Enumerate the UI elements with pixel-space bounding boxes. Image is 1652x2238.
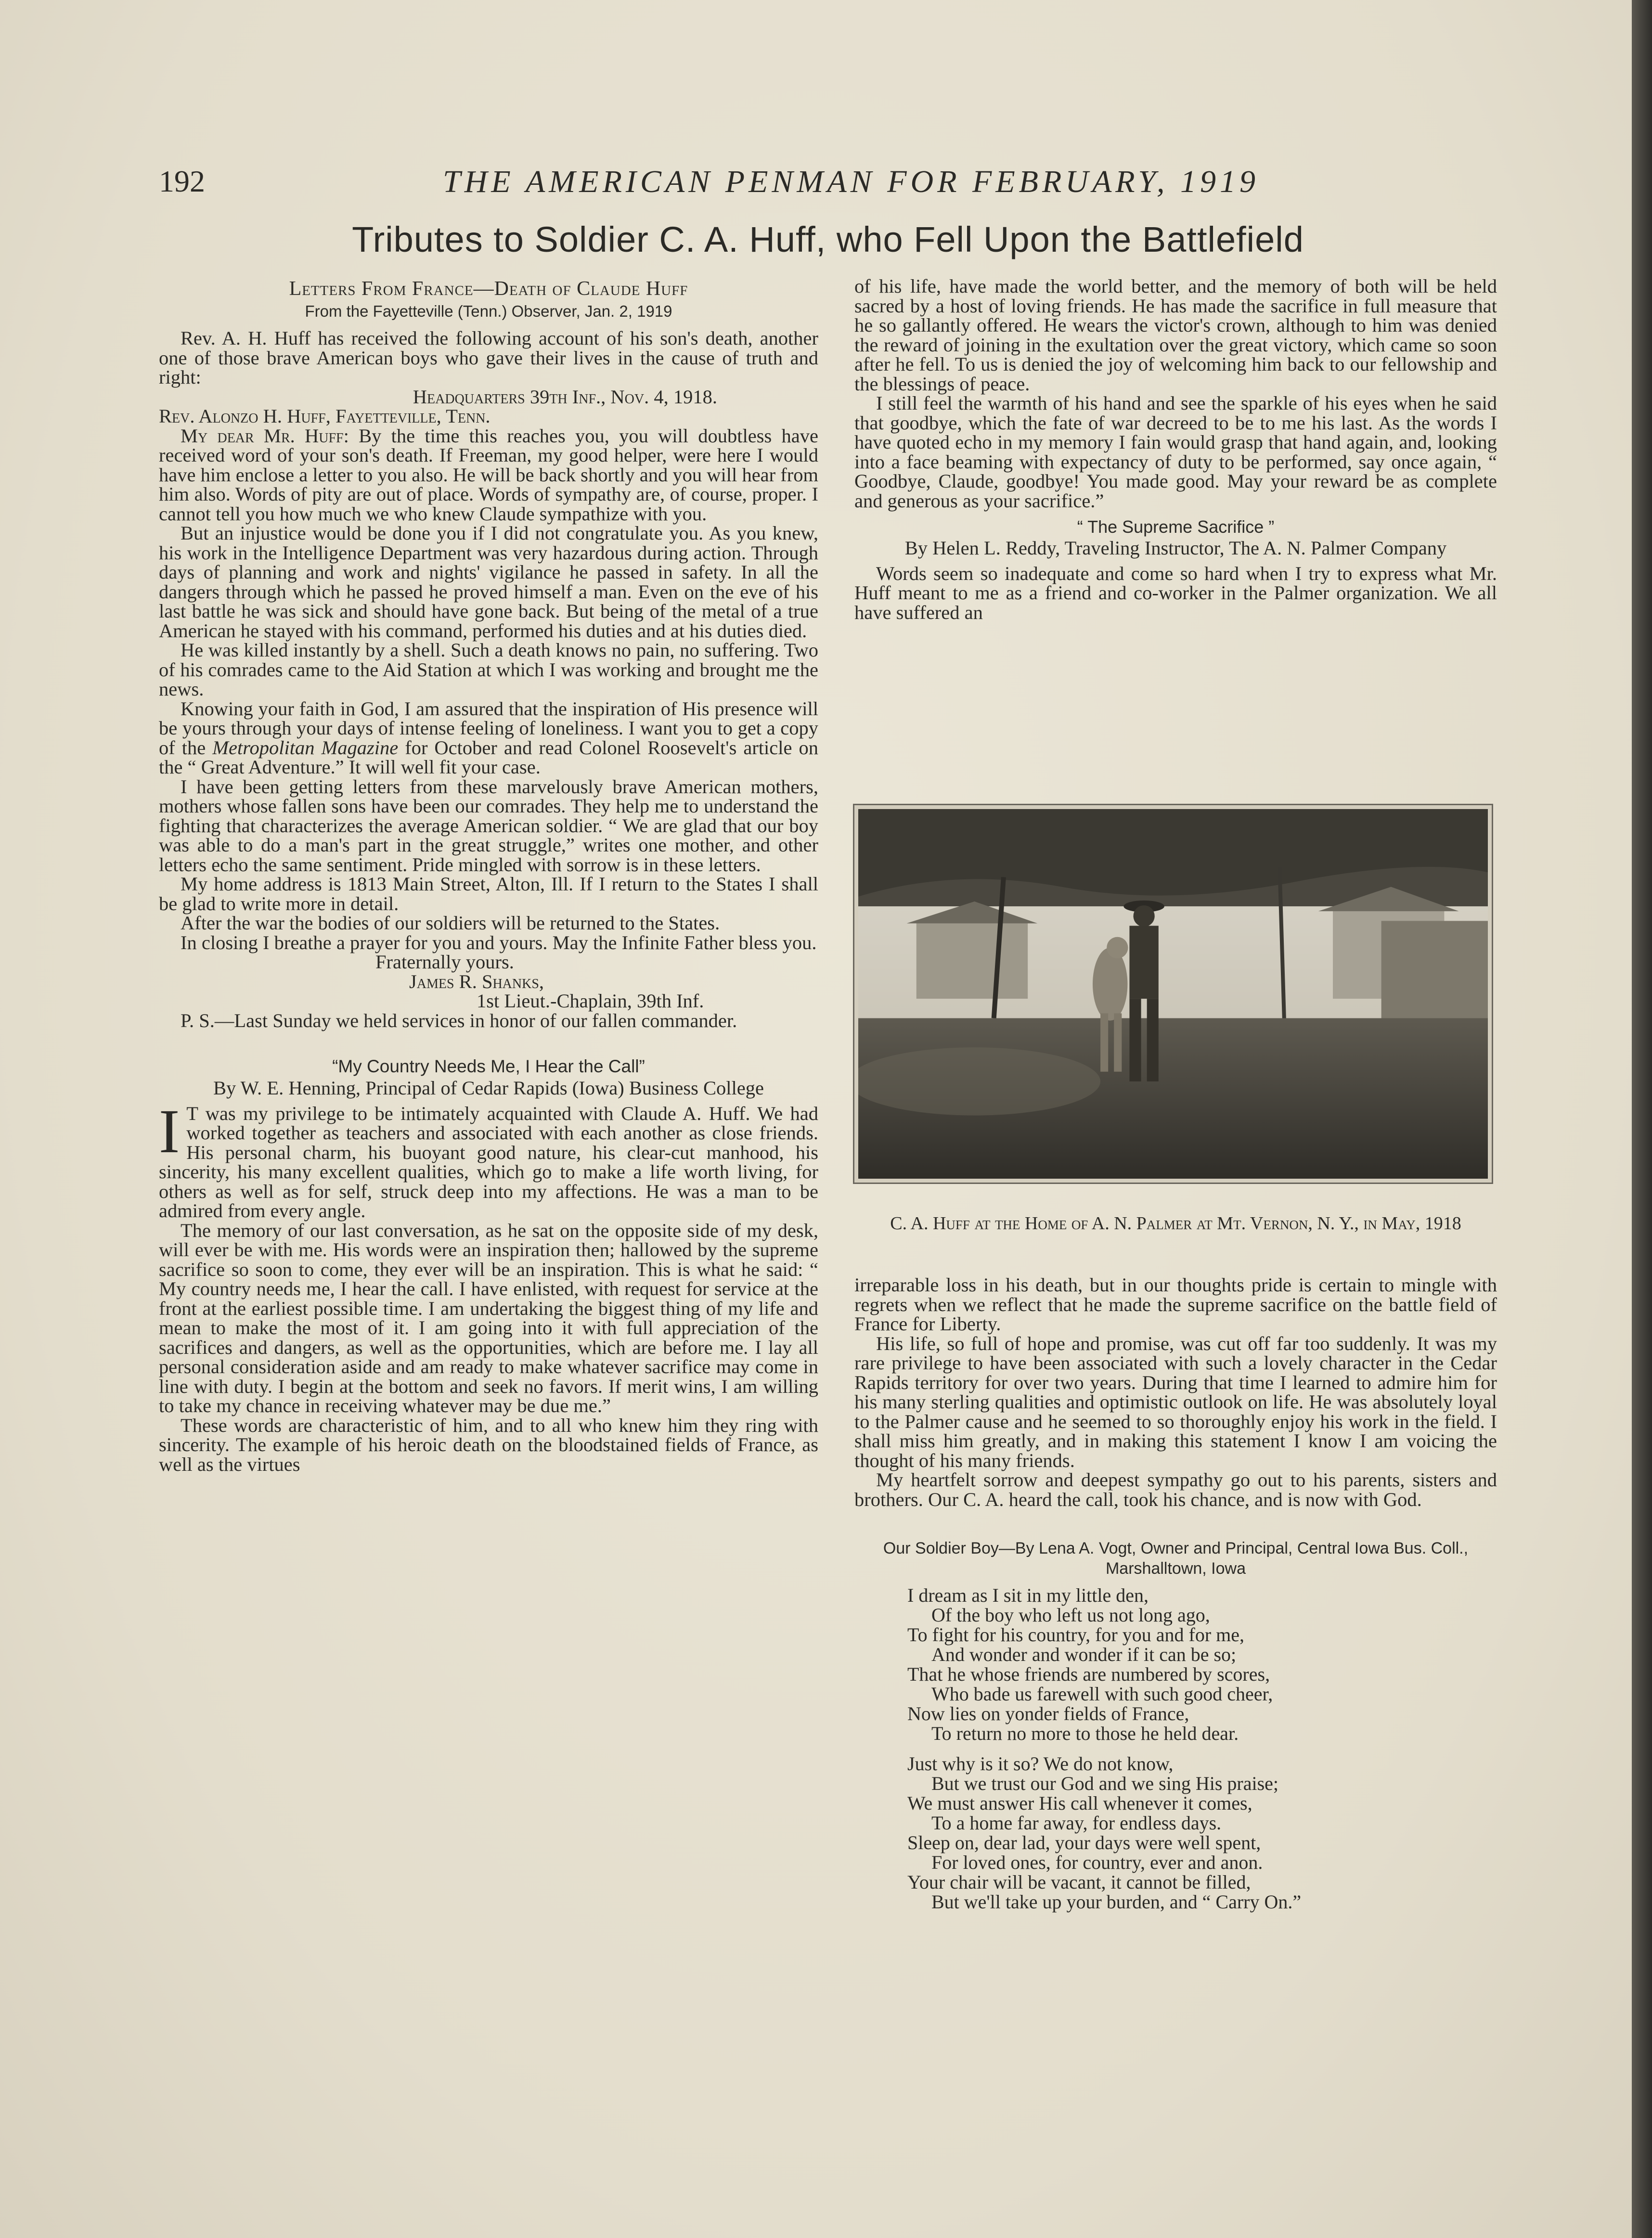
soldier-photograph [853,804,1493,1184]
letter-paragraph-4-start: Knowing your faith in God, I am assured that the inspiration of His presence will be yours through your days of intense feeling of loneliness. I want you to get a copy of the [159,697,818,759]
letter-closing: Fraternally yours. [375,951,514,973]
magazine-title: Metropolitan Magazine [212,736,399,759]
poem-stanza-2 [907,1754,1497,1912]
letter-source: From the Fayetteville (Tenn.) Observer, Jan. 2, 1919 [305,302,672,320]
letter-postscript: P. S.—Last Sunday we held services in honor of our fallen commander. [181,1009,737,1031]
poem-line: Of the boy who left us not long ago, [931,1604,1210,1626]
poem [854,1585,1497,1912]
page-edge-shadow [1632,0,1652,2238]
poem-line: But we trust our God and we sing His praise; [931,1773,1279,1794]
poem-line: But we'll take up your burden, and “ Carry On.” [931,1891,1302,1913]
tribute1-paragraph-3-continued: of his life, have made the world better, and the memory of both will be held sacred by a host of loving friends. He has made the sacrifice in full measure that he so gallantly offered. He wears the victor's crown, although to him was denied the reward of joining in the exultation over the great victory, which came so soon after he fell. To us is denied the joy of welcoming him back to our fellowship and the blessings of peace. [854,275,1497,395]
letter-paragraph-7: After the war the bodies of our soldiers will be returned to the States. [181,912,720,934]
left-column [159,277,818,1474]
letter-paragraph-8: In closing I breathe a prayer for you and yours. May the Infinite Father bless you. [181,931,817,953]
poem-line: Now lies on yonder fields of France, [907,1703,1189,1724]
letter-signer-title: 1st Lieut.-Chaplain, 39th Inf. [477,990,704,1012]
poem-stanza-1 [907,1585,1497,1743]
letter-intro: Rev. A. H. Huff has received the following account of his son's death, another one of those brave American boys who gave their lives in the cause of truth and right: [159,327,818,388]
poem-heading: Our Soldier Boy—By Lena A. Vogt, Owner and Principal, Central Iowa Bus. Coll., Marshalltown, Iowa [883,1539,1469,1578]
tribute2-heading: “ The Supreme Sacrifice ” [1077,517,1275,537]
tribute2-paragraph-2: His life, so full of hope and promise, was cut off far too suddenly. It was my rare privilege to have been associated with such a lovely character in the Cedar Rapids territory for over two years. During that time I learned to admire him for his many sterling qualities and optimistic outlook on life. He was absolutely loyal to the Palmer cause and he seemed to so thoroughly enjoy his work in the field. I shall miss him greatly, and in making this statement I know I am voicing the thought of his many friends. [854,1332,1497,1471]
poem-line: That he whose friends are numbered by scores, [907,1663,1270,1685]
tribute1-paragraph-2: The memory of our last conversation, as he sat on the opposite side of my desk, will ever be with me. His words were an inspiration then; hallowed by the supreme sacrifice so soon to come, they ever will be an inspiration. This is what he said: “ My country needs me, I hear the call. I have enlisted, with request for service at the front at the earliest possible time. I am undertaking the biggest thing of my life and mean to make the most of it. I am going into it with full appreciation of the sacrifices and dangers, as well as the opportunities, which are before me. I lay all personal consideration aside and am ready to make whatever sacrifice may come in line with duty. I begin at the bottom and seek no favors. If merit wins, I am willing to take my chance in receiving whatever may be due me.” [159,1219,818,1416]
tribute2-paragraph-1: Words seem so inadequate and come so hard when I try to express what Mr. Huff meant to me as a friend and co-worker in the Palmer organization. We all have suffered an [854,562,1497,623]
poem-line: I dream as I sit in my little den, [907,1584,1149,1606]
right-column-top [854,277,1497,622]
letter-paragraph-6: My home address is 1813 Main Street, Alton, Ill. If I return to the States I shall be glad to write more in detail. [159,873,818,914]
letter-paragraph-5: I have been getting letters from these marvelously brave American mothers, mothers whose fallen sons have been our comrades. They help me to understand the fighting that characterizes the average American soldier. “ We are glad that our boy was able to do a man's part in the great struggle,” writes one mother, and other letters echo the same sentiment. Pride mingled with sorrow is in these letters. [159,775,818,875]
letter-signer: James R. Shanks, [409,970,544,992]
tribute1-byline: By W. E. Henning, Principal of Cedar Rapids (Iowa) Business College [213,1077,764,1099]
poem-line: To a home far away, for endless days. [931,1812,1222,1834]
letter-dateline: Headquarters 39th Inf., Nov. 4, 1918. [413,386,717,408]
poem-line: Just why is it so? We do not know, [907,1753,1174,1775]
letter-addressee: Rev. Alonzo H. Huff, Fayetteville, Tenn. [159,405,490,427]
letter-paragraph-1: By the time this reaches you, you will doubtless have received word of your son's death. If Freeman, my good helper, were here I would have him enclose a letter to you also. He will be back shortly and you will hear from him also. Words of pity are out of place. Words of sympathy are, of course, proper. I cannot tell you how much we who knew Claude sympathize with you. [159,424,818,525]
tribute1-heading: “My Country Needs Me, I Hear the Call” [332,1056,645,1076]
poem-line: And wonder and wonder if it can be so; [931,1644,1237,1665]
poem-line: We must answer His call whenever it comes, [907,1792,1252,1814]
poem-line: Who bade us farewell with such good cheer, [931,1683,1273,1705]
tribute1-paragraph-4: I still feel the warmth of his hand and see the sparkle of his eyes when he said that goodbye, which the fate of war decreed to be to me his last. As the words I have quoted echo in my memory I fain would grasp that hand again, and, looking into a face beaming with expectancy of duty to be performed, say once again, “ Goodbye, Claude, goodbye! You made good. May your reward be as complete and generous as your sacrifice.” [854,392,1497,512]
tribute1-paragraph-1: T was my privilege to be intimately acquainted with Claude A. Huff. We had worked together as teachers and associated with each another as close friends. His personal charm, his buoyant good nature, his clear-cut manhood, his sincerity, his many excellent qualities, which go to make a life worth living, for others as well as for self, struck deep into my affections. He was a man to be admired from every angle. [159,1102,818,1222]
letter-paragraph-2: But an injustice would be done you if I did not congratulate you. As you knew, his work in the Intelligence Department was very hazardous during action. Through days of planning and work and nights' vigilance he passed in safety. In all the dangers through which he passed he proved himself a man. Even on the eve of his last battle he was sick and should have gone back. But being of the metal of a true American he stayed with his command, performed his duties and at his duties died. [159,522,818,642]
letter-paragraph-4-end: for October and read Colonel Roosevelt's article on the “ Great Adventure.” It will well fit your case. [159,736,819,778]
running-title: THE AMERICAN PENMAN FOR FEBRUARY, 1919 [443,164,1260,199]
poem-line: For loved ones, for country, ever and anon. [931,1852,1263,1873]
tribute2-paragraph-3: My heartfelt sorrow and deepest sympathy go out to his parents, sisters and brothers. Our C. A. heard the call, took his chance, and is now with God. [854,1469,1497,1510]
tribute2-paragraph-1-continued: irreparable loss in his death, but in our thoughts pride is certain to mingle with regrets when we reflect that he made the supreme sacrifice on the battle field of France for Liberty. [854,1274,1497,1335]
poem-line: To return no more to those he held dear. [931,1723,1239,1744]
drop-cap: I [159,1096,180,1166]
page-number: 192 [159,164,205,198]
letter-salutation: My dear Mr. Huff: [181,424,349,447]
photo-caption-block [854,1213,1497,1234]
right-column-bottom [854,1275,1497,1912]
photo-caption: C. A. Huff at the Home of A. N. Palmer at Mt. Vernon, N. Y., in May, 1918 [890,1213,1461,1234]
poem-line: To fight for his country, for you and for me, [907,1624,1244,1646]
photo-image [858,809,1488,1179]
letter-paragraph-3: He was killed instantly by a shell. Such a death knows no pain, no suffering. Two of his comrades came to the Aid Station at which I was working and brought me the news. [159,639,818,700]
poem-line: Sleep on, dear lad, your days were well spent, [907,1832,1261,1853]
article-title: Tributes to Soldier C. A. Huff, who Fell Upon the Battlefield [352,219,1304,259]
tribute2-byline: By Helen L. Reddy, Traveling Instructor, The A. N. Palmer Company [904,537,1447,559]
poem-line: Your chair will be vacant, it cannot be filled, [907,1871,1251,1893]
tribute1-paragraph-3: These words are characteristic of him, and to all who knew him they ring with sincerity. The example of his heroic death on the bloodstained fields of France, as well as the virtues [159,1414,818,1475]
letter-section-heading: Letters From France—Death of Claude Huff [289,278,688,300]
